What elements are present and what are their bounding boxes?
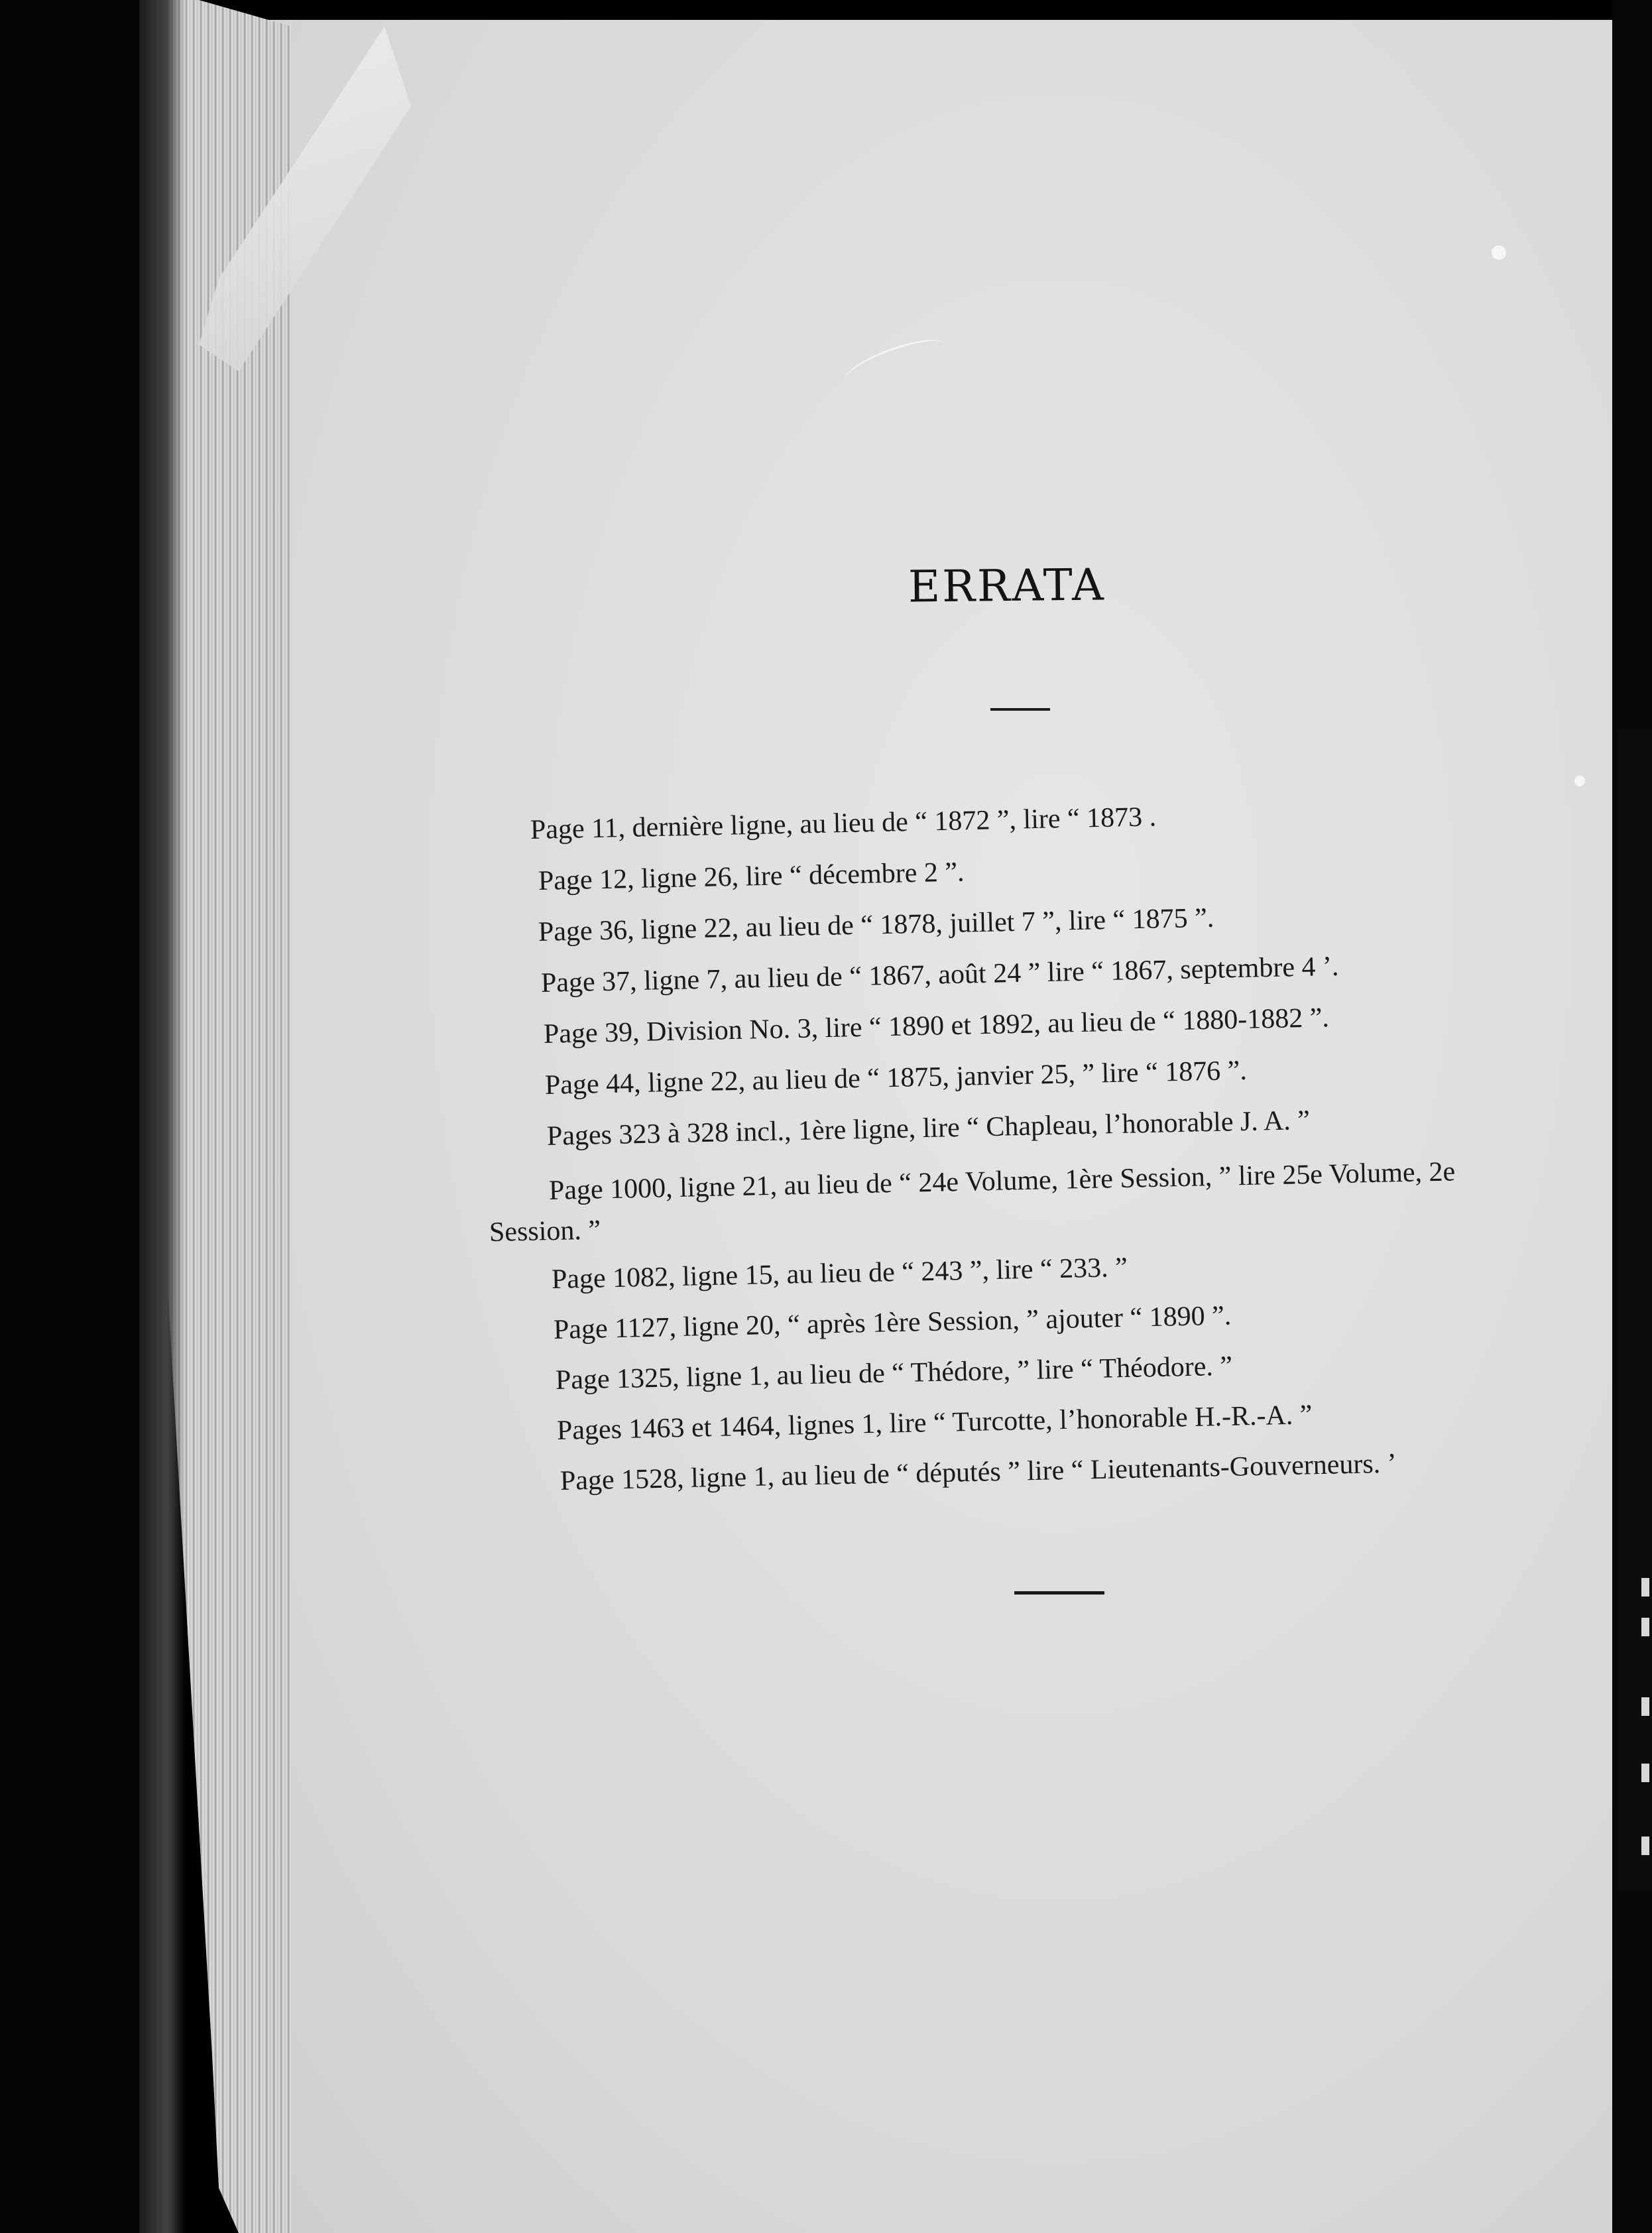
errata-entry: Session. ” [489,1215,601,1248]
page-title: ERRATA [908,559,1106,613]
errata-entry: Pages 323 à 328 incl., 1ère ligne, lire “ Chapleau, l’honorable J. A. ” [546,1105,1311,1152]
errata-entry: Page 44, ligne 22, au lieu de “ 1875, janvier 25, ” lire “ 1876 ”. [544,1055,1248,1101]
errata-entry: Page 1528, ligne 1, au lieu de “ députés ” lire “ Lieutenants-Gouverneurs. ’ [560,1448,1397,1496]
closing-divider [1014,1591,1104,1595]
errata-entry: Page 11, dernière ligne, au lieu de “ 1872 ”, lire “ 1873 . [530,802,1157,845]
errata-entry: Page 1082, ligne 15, au lieu de “ 243 ”, lire “ 233. ” [551,1252,1128,1295]
errata-entry: Pages 1463 et 1464, lignes 1, lire “ Turcotte, l’honorable H.-R.-A. ” [556,1400,1313,1446]
errata-entry: Page 1000, ligne 21, au lieu de “ 24e Volume, 1ère Session, ” lire 25e Volume, 2e [548,1156,1456,1206]
errata-entry: Page 37, ligne 7, au lieu de “ 1867, août 24 ” lire “ 1867, septembre 4 ’. [540,951,1339,998]
errata-entry: Page 39, Division No. 3, lire “ 1890 et 1892, au lieu de “ 1880-1882 ”. [543,1002,1330,1050]
errata-entry: Page 12, ligne 26, lire “ décembre 2 ”. [538,857,965,896]
errata-entry: Page 1325, ligne 1, au lieu de “ Thédore, ” lire “ Théodore. ” [555,1351,1233,1396]
errata-entry: Page 1127, ligne 20, “ après 1ère Session, ” ajouter “ 1890 ”. [553,1300,1232,1345]
errata-entry: Page 36, ligne 22, au lieu de “ 1878, juillet 7 ”, lire “ 1875 ”. [538,902,1214,947]
